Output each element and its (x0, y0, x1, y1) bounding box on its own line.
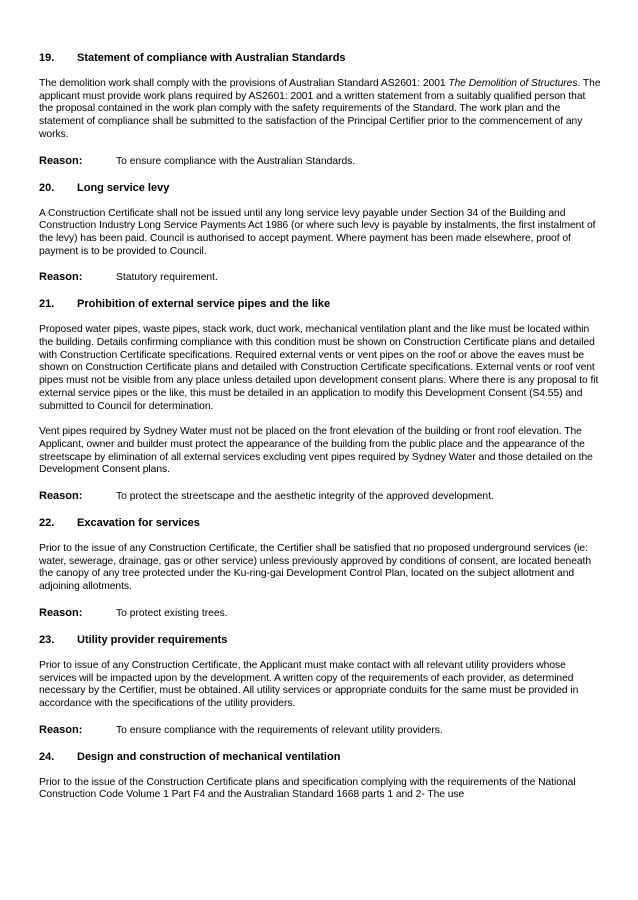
section-19-heading (39, 51, 602, 65)
section-24-paragraph: Prior to the issue of the Construction Certificate plans and specification complying with the requirements of the National Construction Code Volume 1 Part F4 and the Australian Standard 1668 parts 1 and 2- The use (39, 776, 576, 801)
section-22-paragraph: Prior to the issue of any Construction Certificate, the Certifier shall be satisfied that no proposed underground services (ie: water, sewerage, drainage, gas or other service) unless previously approved by conditions of consent, are located beneath the canopy of any tree protected under the Ku-ring-gai Development Control Plan, located on the subject allotment and adjoining allotments. (39, 543, 592, 593)
standard-title-italic: The Demolition of Structures (448, 78, 578, 89)
reason-text: To ensure compliance with the requirements of relevant utility providers. (116, 724, 443, 736)
section-20-paragraph: A Construction Certificate shall not be issued until any long service levy payable under Section 34 of the Building and Construction Industry Long Service Payments Act 1986 (or where such levy is payable by instalments, the first instalment of the levy) has been paid. Council is authorised to accept payment. Where payment has been made elsewhere, proof of payment is to be provided to Council. (39, 207, 596, 257)
section-20-heading (39, 181, 602, 195)
reason-label: Reason: (39, 271, 83, 284)
section-title: Design and construction of mechanical ventilation (77, 750, 341, 763)
reason-text: To protect the streetscape and the aesthetic integrity of the approved development. (116, 491, 494, 503)
section-title: Excavation for services (77, 517, 200, 530)
reason-label: Reason: (39, 723, 83, 736)
section-22-heading (39, 516, 602, 530)
section-21-paragraph-1: Proposed water pipes, waste pipes, stack work, duct work, mechanical ventilation plant and the like must be located within the building. Details confirming compliance with this condition must be shown on Construction Certificate plans and detailed with Construction Certificate specifications. Required external vents or vent pipes on the roof or above the eaves must be shown on Construction Certificate plans and detailed with Construction Certificate specifications. External vents or roof vent pipes must not be visible from any place unless detailed upon development consent plans. Where there is any proposal to fit external service pipes or the like, this must be detailed in an application to modify this Development Consent (S4.55) and submitted to Council for determination. (39, 324, 599, 412)
section-23-heading (39, 633, 602, 647)
section-title: Long service levy (77, 181, 170, 194)
reason-text: To ensure compliance with the Australian Standards. (116, 155, 356, 167)
section-19-paragraph (39, 78, 602, 142)
section-number: 19. (39, 52, 55, 64)
section-title: Utility provider requirements (77, 633, 228, 646)
reason-label: Reason: (39, 490, 83, 503)
reason-text: Statutory requirement. (116, 272, 218, 284)
section-21-reason (39, 490, 602, 503)
section-title: Statement of compliance with Australian Standards (77, 52, 346, 64)
section-21-heading (39, 297, 602, 311)
section-number: 24. (39, 750, 55, 763)
section-19-reason (39, 155, 602, 168)
section-23-reason (39, 724, 602, 737)
section-title: Prohibition of external service pipes and the like (77, 298, 331, 311)
section-22-reason (39, 607, 602, 620)
reason-text: To protect existing trees. (116, 607, 228, 619)
section-24-heading (39, 750, 602, 764)
section-20-reason (39, 271, 602, 284)
section-number: 20. (39, 181, 55, 194)
reason-label: Reason: (39, 606, 83, 619)
section-number: 21. (39, 298, 55, 311)
reason-label: Reason: (39, 154, 83, 167)
section-number: 23. (39, 633, 55, 646)
paragraph-text: The demolition work shall comply with the provisions of Australian Standard AS2601: 2001 (39, 78, 449, 89)
section-21-paragraph-2: Vent pipes required by Sydney Water must not be placed on the front elevation of the building or front roof elevation. The Applicant, owner and builder must protect the appearance of the building from the public place and the appearance of the streetscape by elimination of all external services excluding vent pipes required by Sydney Water and those detailed on the Development Consent plans. (39, 426, 593, 476)
section-number: 22. (39, 517, 55, 530)
paragraph-text: . The applicant must provide work plans required by AS2601: 2001 and a written statement from a suitably qualified person that the proposal contained in the work plan comply with the safety requirements of the Standard. The work plan and the statement of compliance shall be submitted to the satisfaction of the Principal Certifier prior to the commencement of any works. (39, 78, 601, 140)
section-23-paragraph: Prior to issue of any Construction Certificate, the Applicant must make contact with all relevant utility providers whose services will be impacted upon by the development. A written copy of the requirements of each provider, as determined necessary by the Certifier, must be obtained. All utility services or appropriate conduits for the same must be provided in accordance with the specifications of the utility providers. (39, 659, 579, 709)
